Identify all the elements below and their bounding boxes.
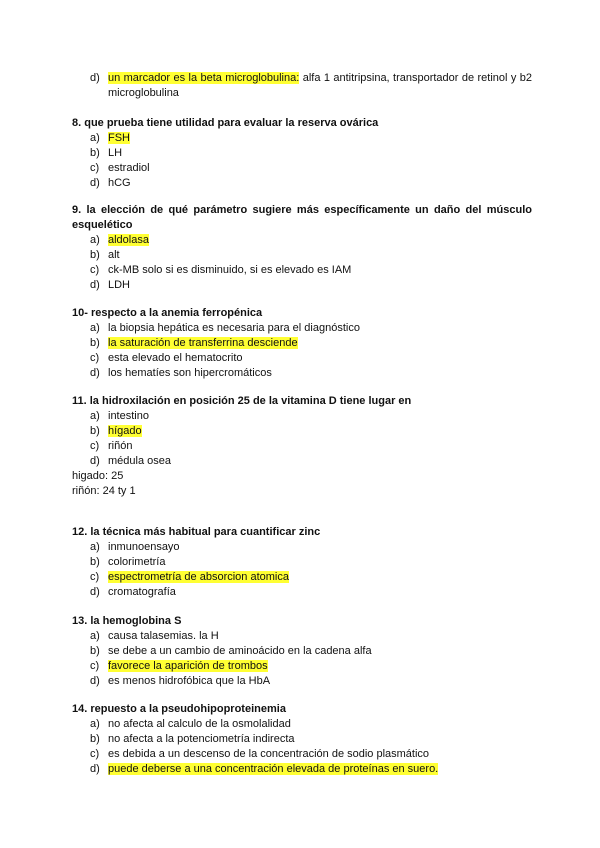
option-letter: b) bbox=[90, 556, 100, 568]
option-letter: d) bbox=[90, 455, 100, 467]
option-letter: d) bbox=[90, 586, 100, 598]
option-c bbox=[72, 351, 532, 366]
option-letter: a) bbox=[90, 322, 100, 334]
option-text: intestino bbox=[108, 410, 149, 422]
option-text: estradiol bbox=[108, 162, 150, 174]
option-letter: b) bbox=[90, 249, 100, 261]
question-8 bbox=[72, 116, 532, 191]
option-letter: b) bbox=[90, 733, 100, 745]
option-text: esta elevado el hematocrito bbox=[108, 352, 243, 364]
option-letter: d) bbox=[90, 279, 100, 291]
option-letter: a) bbox=[90, 234, 100, 246]
question-title: 12. la técnica más habitual para cuantificar zinc bbox=[72, 526, 321, 538]
option-d bbox=[72, 762, 532, 777]
question-title: 9. la elección de qué parámetro sugiere más específicamente un daño del músculo esquelético bbox=[72, 204, 532, 231]
option-d bbox=[72, 454, 532, 469]
option-letter: c) bbox=[90, 352, 100, 364]
option-a bbox=[72, 321, 532, 336]
option-a bbox=[72, 233, 532, 248]
option-a bbox=[72, 717, 532, 732]
option-a bbox=[72, 131, 532, 146]
option-c bbox=[72, 439, 532, 454]
question-title: 8. que prueba tiene utilidad para evaluar la reserva ovárica bbox=[72, 117, 379, 129]
option-letter: c) bbox=[90, 748, 100, 760]
option-text: hCG bbox=[108, 177, 131, 189]
option-b bbox=[72, 555, 532, 570]
option-text: los hematíes son hipercromáticos bbox=[108, 367, 272, 379]
option-text: es debida a un descenso de la concentración de sodio plasmático bbox=[108, 748, 430, 760]
option-letter: d) bbox=[90, 367, 100, 379]
option-letter: a) bbox=[90, 718, 100, 730]
option-text: es menos hidrofóbica que la HbA bbox=[108, 675, 271, 687]
option-d bbox=[72, 366, 532, 381]
option-text: LH bbox=[108, 147, 123, 159]
option-b bbox=[72, 424, 532, 439]
note-line: riñón: 24 ty 1 bbox=[72, 485, 136, 497]
option-c bbox=[72, 747, 532, 762]
option-text: la biopsia hepática es necesaria para el diagnóstico bbox=[108, 322, 360, 334]
option-letter: c) bbox=[90, 571, 100, 583]
option-letter: d) bbox=[90, 675, 100, 687]
option-text: se debe a un cambio de aminoácido en la cadena alfa bbox=[108, 645, 372, 657]
option-letter: d) bbox=[90, 763, 100, 775]
option-text: ck-MB solo si es disminuido, si es elevado es IAM bbox=[108, 264, 352, 276]
option-d bbox=[72, 278, 532, 293]
option-d bbox=[72, 71, 532, 101]
option-c bbox=[72, 263, 532, 278]
question-14 bbox=[72, 702, 532, 777]
highlighted-text: un marcador es la beta microglobulina: bbox=[108, 72, 300, 84]
note-line: higado: 25 bbox=[72, 470, 124, 482]
option-letter: b) bbox=[90, 645, 100, 657]
question-12 bbox=[72, 525, 532, 600]
question-9 bbox=[72, 203, 532, 293]
option-text: LDH bbox=[108, 279, 131, 291]
option-a bbox=[72, 540, 532, 555]
option-c bbox=[72, 570, 532, 585]
option-letter: a) bbox=[90, 630, 100, 642]
question-title: 11. la hidroxilación en posición 25 de la vitamina D tiene lugar en bbox=[72, 395, 412, 407]
option-letter: c) bbox=[90, 440, 100, 452]
option-text-highlighted: favorece la aparición de trombos bbox=[108, 660, 268, 672]
option-text: riñón bbox=[108, 440, 133, 452]
option-b bbox=[72, 146, 532, 161]
option-d bbox=[72, 674, 532, 689]
option-letter: c) bbox=[90, 162, 100, 174]
question-title: 13. la hemoglobina S bbox=[72, 615, 182, 627]
option-letter: c) bbox=[90, 264, 100, 276]
option-letter: c) bbox=[90, 660, 100, 672]
option-c bbox=[72, 161, 532, 176]
option-letter: a) bbox=[90, 541, 100, 553]
option-letter: a) bbox=[90, 132, 100, 144]
option-text: cromatografía bbox=[108, 586, 176, 598]
option-letter: d) bbox=[90, 177, 100, 189]
option-letter: d) bbox=[90, 72, 100, 84]
option-a bbox=[72, 409, 532, 424]
option-text: causa talasemias. la H bbox=[108, 630, 219, 642]
option-text: alt bbox=[108, 249, 120, 261]
question-11 bbox=[72, 394, 532, 499]
option-letter: b) bbox=[90, 337, 100, 349]
option-b bbox=[72, 248, 532, 263]
option-text-highlighted: FSH bbox=[108, 132, 130, 144]
question-13 bbox=[72, 614, 532, 689]
option-text: alfa 1 antitripsina, transportador de retinol y b2 microglobulina bbox=[108, 72, 532, 99]
option-text: no afecta al calculo de la osmolalidad bbox=[108, 718, 291, 730]
option-text-highlighted: espectrometría de absorcion atomica bbox=[108, 571, 289, 583]
option-c bbox=[72, 659, 532, 674]
option-text: no afecta a la potenciometría indirecta bbox=[108, 733, 295, 745]
option-text: médula osea bbox=[108, 455, 171, 467]
option-text-highlighted: la saturación de transferrina desciende bbox=[108, 337, 298, 349]
option-d bbox=[72, 176, 532, 191]
option-b bbox=[72, 732, 532, 747]
option-text-highlighted: hígado bbox=[108, 425, 142, 437]
question-10 bbox=[72, 306, 532, 381]
question-title: 10- respecto a la anemia ferropénica bbox=[72, 307, 263, 319]
option-letter: a) bbox=[90, 410, 100, 422]
option-d bbox=[72, 585, 532, 600]
option-letter: b) bbox=[90, 147, 100, 159]
option-text: colorimetría bbox=[108, 556, 166, 568]
question-title: 14. repuesto a la pseudohipoproteinemia bbox=[72, 703, 286, 715]
intro-option bbox=[72, 71, 532, 101]
option-text-highlighted: puede deberse a una concentración elevada de proteínas en suero. bbox=[108, 763, 439, 775]
option-b bbox=[72, 336, 532, 351]
option-text: inmunoensayo bbox=[108, 541, 180, 553]
option-text-highlighted: aldolasa bbox=[108, 234, 149, 246]
option-a bbox=[72, 629, 532, 644]
option-b bbox=[72, 644, 532, 659]
option-letter: b) bbox=[90, 425, 100, 437]
